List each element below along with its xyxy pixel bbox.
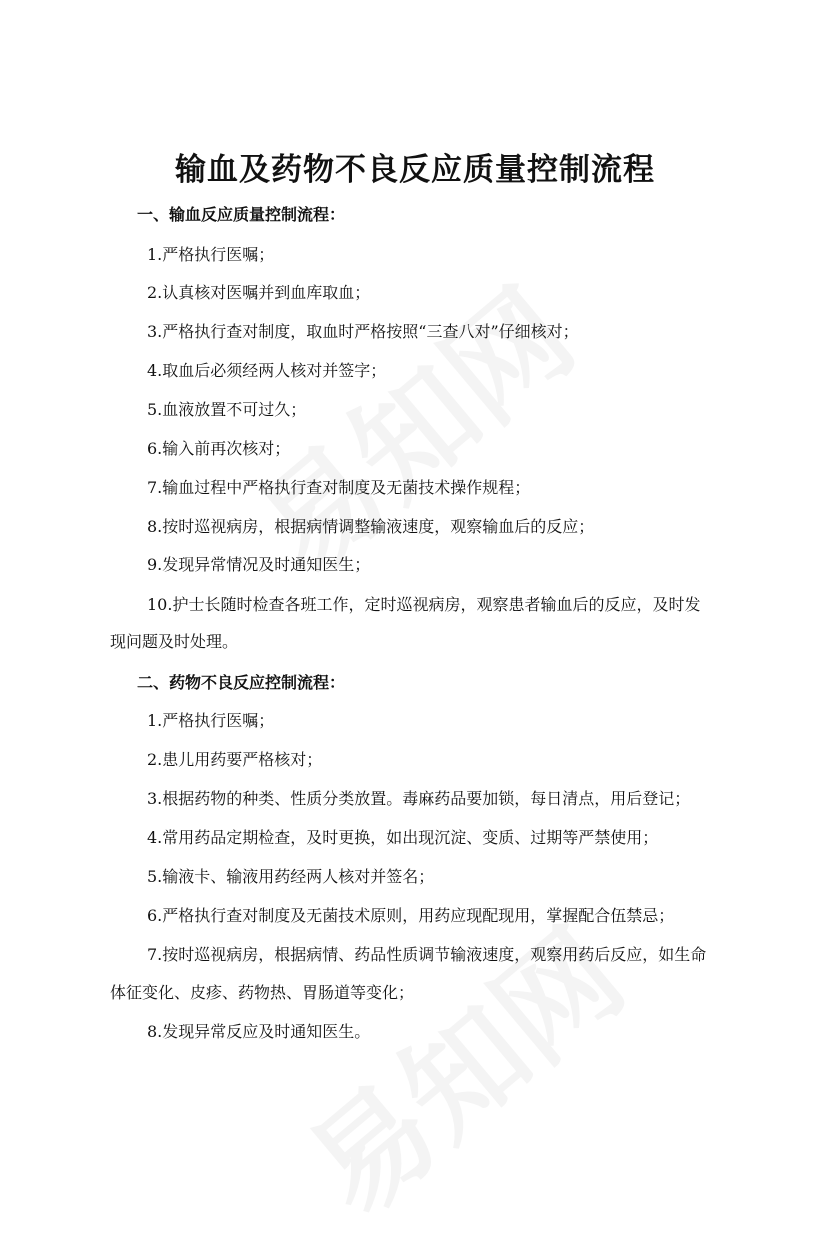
list-item: 9.发现异常情况及时通知医生；	[147, 555, 371, 574]
list-item: 2.患儿用药要严格核对；	[147, 750, 323, 769]
list-item: 4.常用药品定期检查，及时更换，如出现沉淀、变质、过期等严禁使用；	[147, 828, 659, 847]
list-item: 3.根据药物的种类、性质分类放置。毒麻药品要加锁，每日清点，用后登记；	[147, 789, 691, 808]
watermark	[267, 884, 653, 1247]
list-item: 10.护士长随时检查各班工作，定时巡视病房，观察患者输血后的反应，及时发	[147, 595, 701, 614]
section-heading-blood-transfusion: 一、输血反应质量控制流程：	[137, 205, 346, 224]
list-item: 2.认真核对医嘱并到血库取血；	[147, 283, 371, 302]
list-item: 7.输血过程中严格执行查对制度及无菌技术操作规程；	[147, 478, 531, 497]
list-item: 1.严格执行医嘱；	[147, 245, 275, 264]
document-title: 输血及药物不良反应质量控制流程	[175, 152, 655, 188]
list-item: 6.输入前再次核对；	[147, 439, 291, 458]
list-item: 8.按时巡视病房，根据病情调整输液速度，观察输血后的反应；	[147, 517, 595, 536]
list-item: 8.发现异常反应及时通知医生。	[147, 1022, 371, 1041]
list-item: 5.输液卡、输液用药经两人核对并签名；	[147, 867, 435, 886]
list-item-continuation: 现问题及时处理。	[110, 632, 239, 651]
list-item: 4.取血后必须经两人核对并签字；	[147, 361, 387, 380]
list-item-continuation: 体征变化、皮疹、药物热、胃肠道等变化；	[110, 983, 415, 1002]
list-item: 3.严格执行查对制度，取血时严格按照“三查八对”仔细核对；	[147, 322, 579, 341]
list-item: 7.按时巡视病房，根据病情、药品性质调节输液速度，观察用药后反应，如生命	[147, 945, 707, 964]
list-item: 5.血液放置不可过久；	[147, 400, 307, 419]
list-item: 1.严格执行医嘱；	[147, 711, 275, 730]
list-item: 6.严格执行查对制度及无菌技术原则，用药应现配现用，掌握配合伍禁忌；	[147, 906, 675, 925]
section-heading-drug-reaction: 二、药物不良反应控制流程：	[137, 673, 346, 692]
